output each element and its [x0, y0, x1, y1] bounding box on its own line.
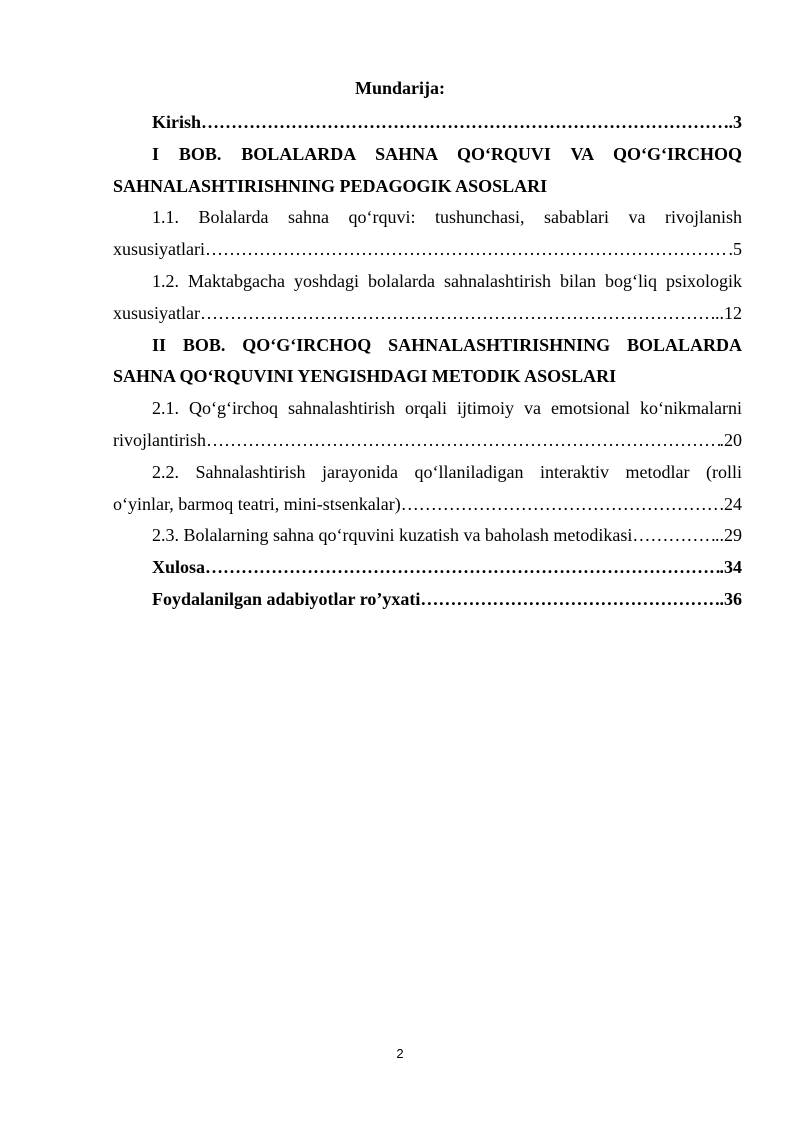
dot-leader — [420, 584, 719, 616]
toc-entry-2-3[interactable] — [113, 520, 742, 552]
toc-page-number: .34 — [719, 557, 742, 578]
toc-entry-label: o‘yinlar, barmoq teatri, mini-stsenkalar) — [113, 493, 401, 514]
dot-leader — [201, 107, 724, 139]
toc-entry-2-1-line-1[interactable]: 2.1. Qo‘g‘irchoq sahnalashtirish orqali ijtimoiy va emotsional ko‘nikmalarni — [152, 398, 742, 419]
toc-entry-1-2[interactable] — [113, 298, 742, 330]
toc-page-number: .5 — [728, 239, 742, 260]
toc-entry-2-2-line-1[interactable]: 2.2. Sahnalashtirish jarayonida qo‘llaniladigan interaktiv metodlar (rolli — [152, 461, 742, 482]
toc-page-number: .36 — [719, 588, 742, 609]
toc-page-number: ..3 — [724, 112, 742, 132]
dot-leader — [632, 520, 715, 552]
dot-leader — [205, 552, 719, 584]
toc-page-number: ..29 — [715, 525, 742, 546]
toc-entry-1-1[interactable] — [113, 234, 742, 266]
toc-entry-1-1-line-1[interactable]: 1.1. Bolalarda sahna qo‘rquvi: tushunchasi, sabablari va rivojlanish — [152, 207, 742, 228]
toc-entry-label: 2.3. Bolalarning sahna qo‘rquvini kuzatish va baholash metodikasi — [152, 525, 633, 546]
toc-entry-label: xususiyatlari — [113, 239, 205, 260]
toc-entry-xulosa[interactable] — [113, 552, 742, 584]
table-of-contents — [113, 107, 742, 616]
toc-page-number: ..12 — [715, 302, 742, 323]
dot-leader — [205, 234, 729, 266]
toc-entry-label: Foydalanilgan adabiyotlar ro’yxati — [152, 588, 421, 609]
toc-page-number: .20 — [719, 429, 742, 450]
toc-entry-1-2-line-1[interactable]: 1.2. Maktabgacha yoshdagi bolalarda sahnalashtirish bilan bog‘liq psixologik — [152, 270, 742, 291]
toc-entry-label: xususiyatlar — [113, 302, 200, 323]
toc-chapter-2-line-2[interactable]: SAHNA QO‘RQUVINI YENGISHDAGI METODIK ASOSLARI — [113, 366, 617, 387]
toc-entry-kirish[interactable] — [113, 107, 742, 139]
toc-entry-adabiyotlar[interactable] — [113, 584, 742, 616]
page-number: 2 — [396, 1046, 404, 1061]
toc-page-number: .24 — [719, 493, 742, 514]
toc-entry-2-2[interactable] — [113, 489, 742, 521]
toc-title: Mundarija: — [355, 78, 445, 98]
dot-leader — [200, 298, 715, 330]
toc-entry-label: Xulosa — [152, 557, 206, 578]
toc-chapter-1-line-2[interactable]: SAHNALASHTIRISHNING PEDAGOGIK ASOSLARI — [113, 175, 548, 196]
toc-entry-label: rivojlantirish — [113, 429, 206, 450]
dot-leader — [206, 425, 720, 457]
toc-entry-label: Kirish — [152, 112, 202, 132]
toc-entry-2-1[interactable] — [113, 425, 742, 457]
dot-leader — [401, 489, 720, 521]
toc-chapter-2-line-1[interactable]: II BOB. QO‘G‘IRCHOQ SAHNALASHTIRISHNING BOLALARDA — [152, 334, 742, 355]
toc-chapter-1-line-1[interactable]: I BOB. BOLALARDA SAHNA QO‘RQUVI VA QO‘G‘IRCHOQ — [152, 143, 742, 164]
